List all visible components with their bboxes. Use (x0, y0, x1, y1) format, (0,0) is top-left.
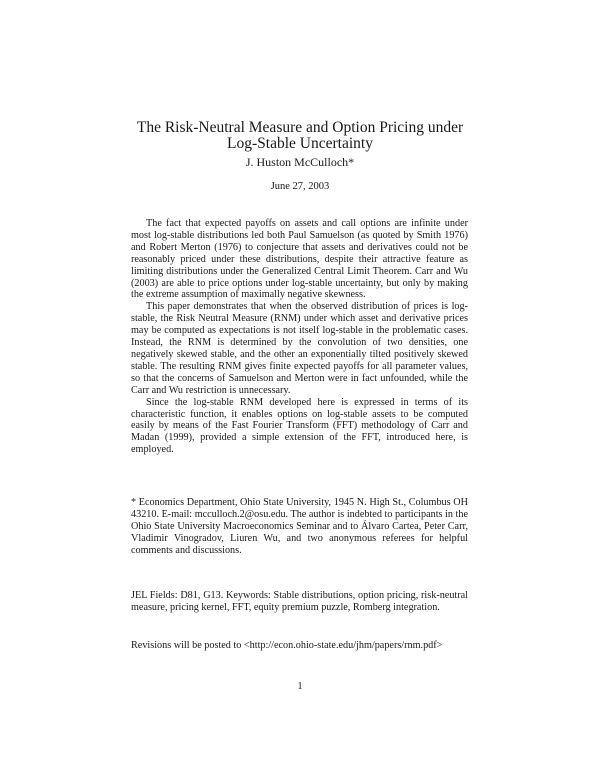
abstract-paragraph: The fact that expected payoffs on assets and call options are infinite under most log-stable distributions led both Paul Samuelson (as quoted by Smith 1976) and Robert Merton (1976) to conjecture that assets and derivatives could not be reasonably priced under these distributions, despite their attractive feature as limiting distributions under the Generalized Central Limit Theorem. Carr and Wu (2003) are able to price options under log-stable uncertainty, but only by making the extreme assumption of maximally negative skewness. (131, 218, 468, 301)
revisions-note: Revisions will be posted to <http://econ.ohio-state.edu/jhm/papers/rnm.pdf> (131, 640, 443, 651)
title-line-1: The Risk-Neutral Measure and Option Pricing under (136, 119, 464, 136)
abstract-paragraph: This paper demonstrates that when the observed distribution of prices is log-stable, the Risk Neutral Measure (RNM) under which asset and derivative prices may be computed as expectations is not itself log-stable in the problematic cases. Instead, the RNM is determined by the convolution of two densities, one negatively skewed stable, and the other an exponentially tilted positively skewed stable. The resulting RNM gives finite expected payoffs for all parameter values, so that the concerns of Samuelson and Merton were in fact unfounded, while the Carr and Wu restriction is unnecessary. (131, 301, 468, 396)
jel-text: JEL Fields: D81, G13. Keywords: Stable distributions, option pricing, risk-neutral measure, pricing kernel, FFT, equity premium puzzle, Romberg integration. (131, 590, 468, 613)
author-footnote (131, 497, 468, 557)
page-number: 1 (297, 681, 303, 692)
publication-date: June 27, 2003 (270, 181, 330, 192)
abstract-paragraph: Since the log-stable RNM developed here is expressed in terms of its characteristic function, it enables options on log-stable assets to be computed easily by means of the Fast Fourier Transform (FFT) methodology of Carr and Madan (1999), provided a simple extension of the FFT, introduced here, is employed. (131, 396, 468, 456)
author-name: J. Huston McCulloch* (245, 155, 355, 169)
title-line-2: Log-Stable Uncertainty (227, 135, 373, 152)
jel-keywords (131, 590, 468, 614)
paper-title (100, 120, 500, 152)
footnote-text: * Economics Department, Ohio State University, 1945 N. High St., Columbus OH 43210. E-mail: mcculloch.2@osu.edu. The author is indebted to participants in the Ohio State University Macroeconomics Seminar and to Álvaro Cartea, Peter Carr, Vladimir Vinogradov, Liuren Wu, and two anonymous referees for helpful comments and discussions. (131, 497, 468, 556)
abstract (131, 218, 468, 456)
